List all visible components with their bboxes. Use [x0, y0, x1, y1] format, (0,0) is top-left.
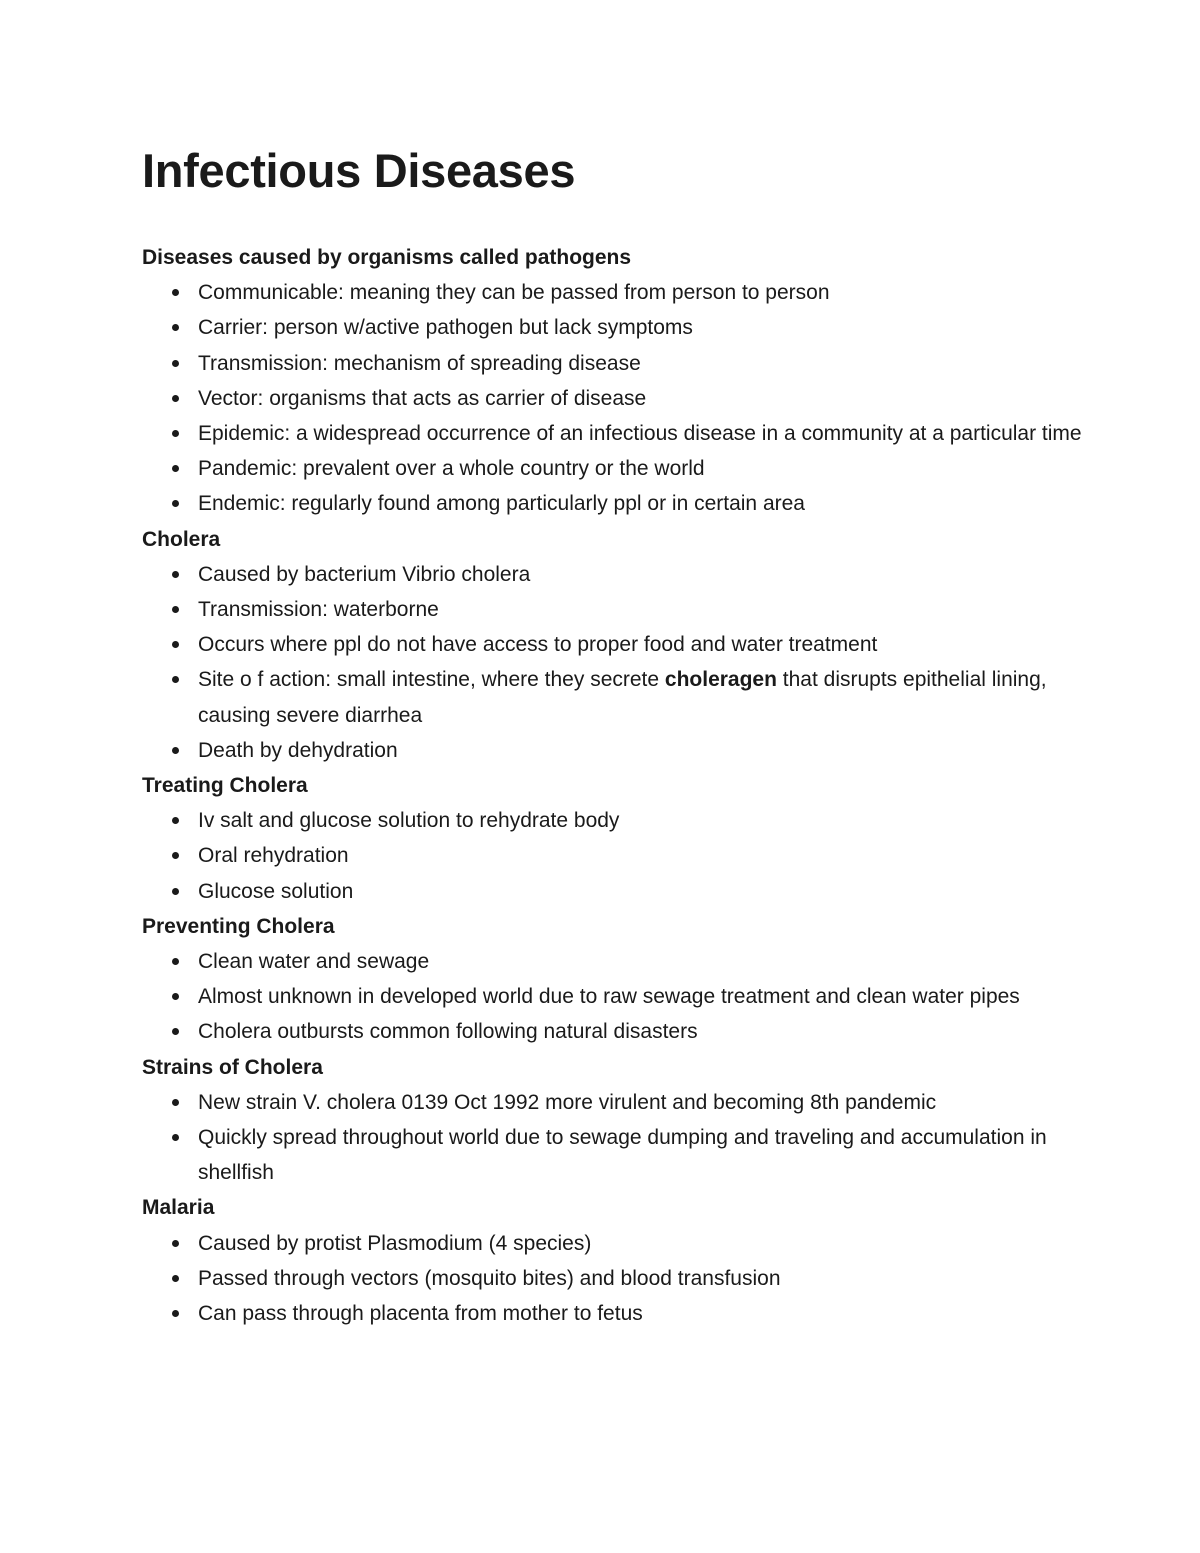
- bullet-item: Transmission: waterborne: [198, 592, 1082, 627]
- bold-term: choleragen: [664, 668, 777, 692]
- section-heading: Cholera: [142, 527, 221, 551]
- bullet-item: [198, 662, 1082, 732]
- bullet-item: Caused by bacterium Vibrio cholera: [198, 557, 1082, 592]
- bullet-text: that disrupts epithelial lining, causing severe diarrhea: [198, 668, 1047, 727]
- bullet-item: Death by dehydration: [198, 733, 1082, 768]
- bullet-item: Passed through vectors (mosquito bites) and blood transfusion: [198, 1261, 1082, 1296]
- bullet-list: [142, 944, 1082, 1050]
- bullet-list: [142, 1226, 1082, 1332]
- bullet-item: Quickly spread throughout world due to sewage dumping and traveling and accumulation in shellfish: [198, 1120, 1082, 1190]
- section-heading: Treating Cholera: [142, 774, 308, 798]
- document-page: [142, 140, 1082, 1331]
- bullet-text: Site o f action: small intestine, where they secrete: [198, 668, 665, 692]
- bullet-item: Cholera outbursts common following natural disasters: [198, 1014, 1082, 1049]
- section-heading: Malaria: [142, 1196, 215, 1220]
- bullet-item: Iv salt and glucose solution to rehydrate body: [198, 803, 1082, 838]
- bullet-list: [142, 275, 1082, 521]
- bullet-item: Epidemic: a widespread occurrence of an infectious disease in a community at a particular time: [198, 416, 1082, 451]
- bullet-item: Carrier: person w/active pathogen but lack symptoms: [198, 310, 1082, 345]
- document-body: [142, 240, 1082, 1331]
- bullet-item: Clean water and sewage: [198, 944, 1082, 979]
- bullet-list: [142, 803, 1082, 909]
- bullet-item: Can pass through placenta from mother to fetus: [198, 1296, 1082, 1331]
- bullet-item: Oral rehydration: [198, 838, 1082, 873]
- bullet-item: Caused by protist Plasmodium (4 species): [198, 1226, 1082, 1261]
- bullet-item: Endemic: regularly found among particularly ppl or in certain area: [198, 486, 1082, 521]
- bullet-item: Communicable: meaning they can be passed from person to person: [198, 275, 1082, 310]
- bullet-item: Glucose solution: [198, 874, 1082, 909]
- bullet-item: Vector: organisms that acts as carrier of disease: [198, 381, 1082, 416]
- bullet-item: Occurs where ppl do not have access to proper food and water treatment: [198, 627, 1082, 662]
- bullet-list: [142, 557, 1082, 768]
- section-heading: Strains of Cholera: [142, 1055, 323, 1079]
- bullet-item: Pandemic: prevalent over a whole country or the world: [198, 451, 1082, 486]
- bullet-item: Transmission: mechanism of spreading disease: [198, 346, 1082, 381]
- section-heading: Preventing Cholera: [142, 914, 335, 938]
- bullet-item: New strain V. cholera 0139 Oct 1992 more virulent and becoming 8th pandemic: [198, 1085, 1082, 1120]
- bullet-item: Almost unknown in developed world due to raw sewage treatment and clean water pipes: [198, 979, 1082, 1014]
- section-heading: Diseases caused by organisms called pathogens: [142, 246, 632, 269]
- bullet-list: [142, 1085, 1082, 1191]
- document-title: Infectious Diseases: [142, 144, 576, 197]
